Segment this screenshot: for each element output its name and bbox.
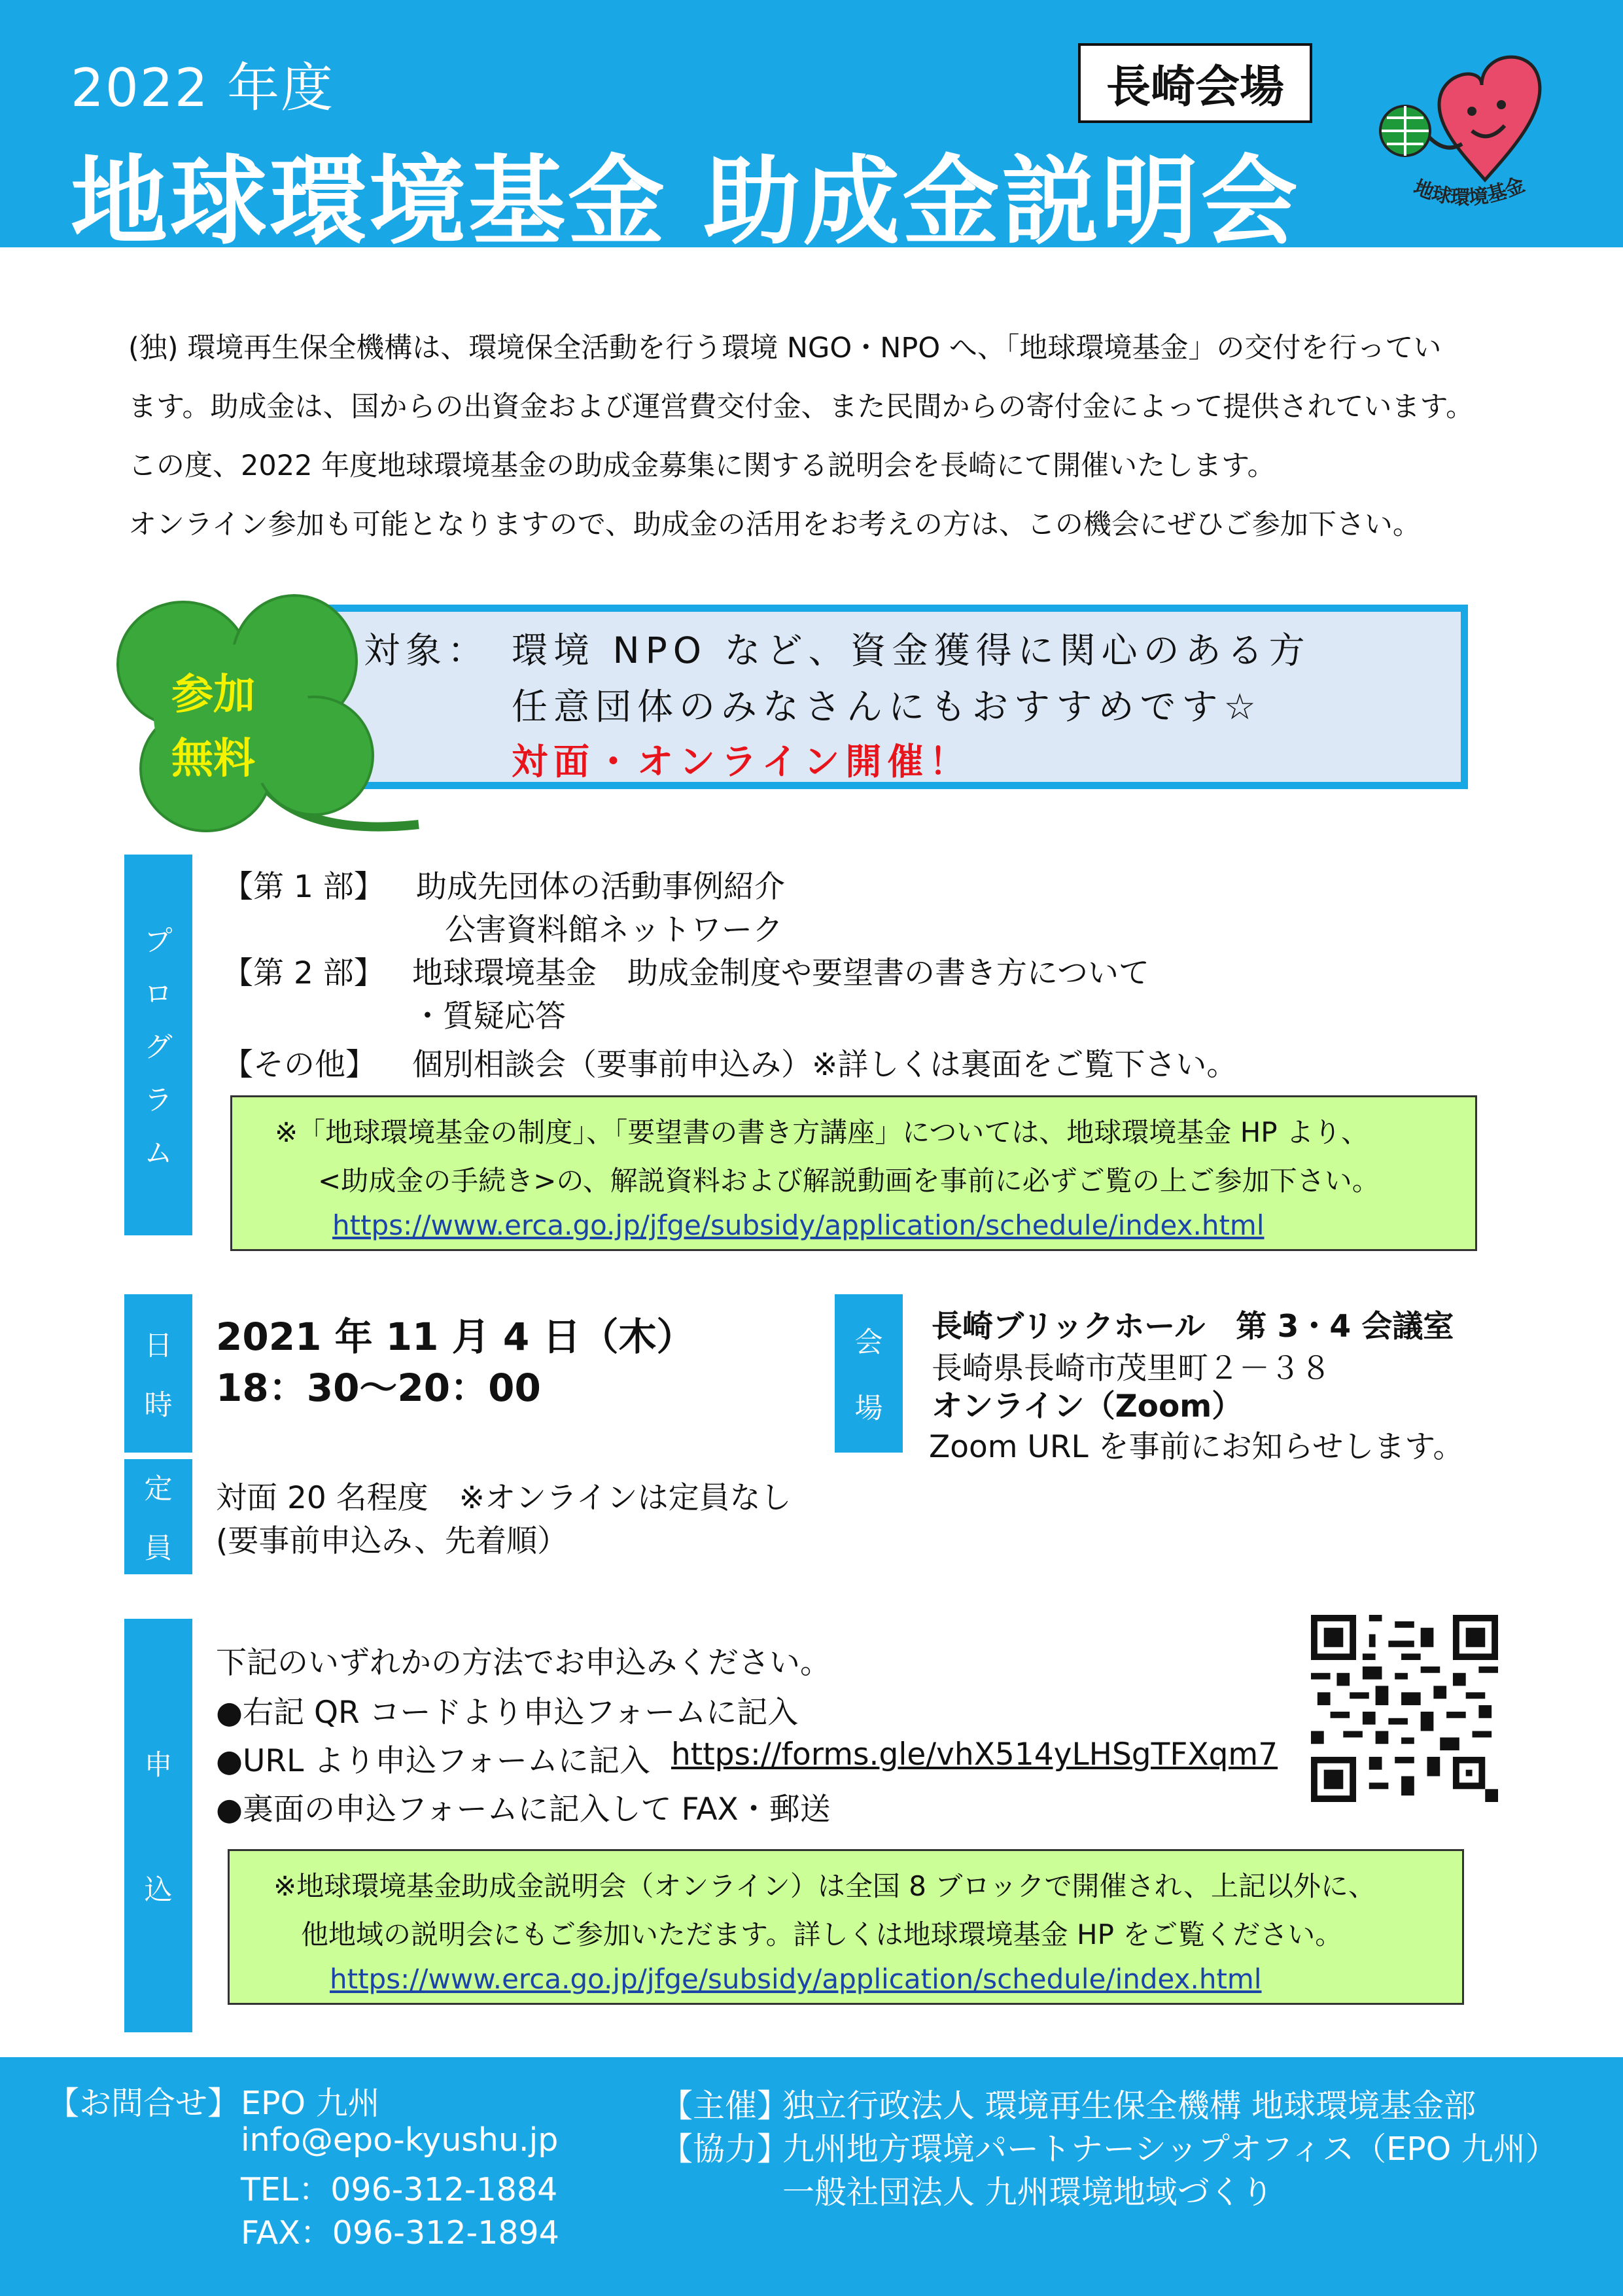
apply-bullet-qr: ●右記 QR コードより申込フォームに記入	[216, 1695, 799, 1731]
host-label: 【主催】	[661, 2087, 790, 2125]
capacity-sidebar: 定 員	[124, 1459, 192, 1574]
program-part1-sub: 公害資料館ネットワーク	[445, 912, 783, 948]
target-label: 対象：	[364, 629, 490, 671]
program-part2-sub: ・質疑応答	[412, 998, 566, 1034]
venue-online-note: Zoom URL を事前にお知らせします。	[929, 1429, 1464, 1465]
event-date: 2021 年 11 月 4 日（木）	[216, 1315, 695, 1359]
intro-line-2: ます。助成金は、国からの出資金および運営費交付金、また民間からの寄付金によって提供されています。	[128, 391, 1475, 423]
target-line-1: 環境 NPO など、資金獲得に関心のある方	[512, 629, 1311, 671]
venue-badge: 長崎会場	[1078, 43, 1312, 123]
apply-form-link[interactable]: https://forms.gle/vhX514yLHSgTFXqm7	[671, 1737, 1278, 1773]
capacity-line-2: (要事前申込み、先着順）	[216, 1523, 568, 1559]
free-badge-line-1: 参加	[171, 671, 255, 719]
apply-note-line-1: ※地球環境基金助成金説明会（オンライン）は全国 8 ブロックで開催され、上記以外に、	[273, 1870, 1376, 1902]
venue-online: オンライン（Zoom）	[932, 1388, 1243, 1424]
coop-org-1: 九州地方環境パートナーシップオフィス（EPO 九州）	[782, 2130, 1558, 2168]
intro-line-4: オンライン参加も可能となりますので、助成金の活用をお考えの方は、この機会にぜひご参加下さい。	[128, 508, 1421, 541]
program-other-tag: 【その他】	[222, 1047, 376, 1083]
clover-icon	[98, 592, 438, 867]
contact-fax: FAX：096-312-1894	[241, 2214, 559, 2252]
apply-note-link[interactable]: https://www.erca.go.jp/jfge/subsidy/application/schedule/index.html	[330, 1963, 1262, 1995]
free-badge-line-2: 無料	[171, 735, 255, 783]
apply-bullet-url: ●URL より申込フォームに記入	[216, 1743, 650, 1779]
qr-code-icon[interactable]	[1311, 1615, 1498, 1802]
program-note-link[interactable]: https://www.erca.go.jp/jfge/subsidy/application/schedule/index.html	[332, 1209, 1265, 1241]
target-line-2: 任意団体のみなさんにもおすすめです☆	[512, 686, 1262, 728]
venue-sidebar: 会 場	[835, 1294, 903, 1453]
venue-address: 長崎県長崎市茂里町２－３８	[932, 1351, 1331, 1386]
program-part1-text: 助成先団体の活動事例紹介	[416, 869, 785, 905]
logo-text: 地球環境基金	[1410, 173, 1529, 210]
apply-intro: 下記のいずれかの方法でお申込みください。	[216, 1645, 831, 1681]
venue-name: 長崎ブリックホール 第 3・4 会議室	[932, 1309, 1454, 1345]
coop-org-2: 一般社団法人 九州環境地域づくり	[782, 2174, 1274, 2211]
host-org: 独立行政法人 環境再生保全機構 地球環境基金部	[782, 2087, 1476, 2125]
fund-logo	[1367, 39, 1563, 229]
contact-org: EPO 九州	[241, 2085, 380, 2122]
program-note-line-2: <助成金の手続き>の、解説資料および解説動画を事前に必ずご覧の上ご参加下さい。	[318, 1165, 1380, 1197]
program-part2-tag: 【第 2 部】	[222, 955, 385, 991]
page-title: 地球環境基金 助成金説明会	[71, 145, 1300, 258]
target-line-3: 対面・オンライン開催！	[512, 741, 971, 783]
intro-line-1: (独) 環境再生保全機構は、環境保全活動を行う環境 NGO・NPO へ、「地球環境基金」の交付を行ってい	[128, 332, 1442, 364]
program-part1-tag: 【第 1 部】	[222, 869, 385, 905]
event-time: 18：30～20：00	[216, 1366, 541, 1410]
program-part2-text: 地球環境基金 助成金制度や要望書の書き方について	[412, 955, 1150, 991]
apply-note-line-2: 他地域の説明会にもご参加いただます。詳しくは地球環境基金 HP をご覧ください。	[301, 1918, 1343, 1951]
program-sidebar: プ ロ グ ラ ム	[124, 855, 192, 1235]
svg-text:地球環境基金	[1410, 173, 1528, 210]
contact-label: 【お問合せ】	[47, 2085, 240, 2122]
program-other-text: 個別相談会（要事前申込み）※詳しくは裏面をご覧下さい。	[412, 1047, 1238, 1083]
program-note-line-1: ※「地球環境基金の制度」、「要望書の書き方講座」については、地球環境基金 HP より、	[275, 1116, 1369, 1148]
datetime-sidebar: 日 時	[124, 1294, 192, 1453]
capacity-line-1: 対面 20 名程度 ※オンラインは定員なし	[216, 1480, 792, 1516]
coop-label: 【協力】	[661, 2130, 790, 2168]
contact-tel: TEL：096-312-1884	[241, 2171, 558, 2208]
contact-email[interactable]: info@epo-kyushu.jp	[241, 2121, 559, 2159]
header-year: 2022 年度	[71, 58, 335, 118]
apply-sidebar: 申 込	[124, 1619, 192, 2032]
apply-bullet-fax: ●裏面の申込フォームに記入して FAX・郵送	[216, 1792, 831, 1828]
intro-line-3: この度、2022 年度地球環境基金の助成金募集に関する説明会を長崎にて開催いたします。	[128, 450, 1276, 482]
